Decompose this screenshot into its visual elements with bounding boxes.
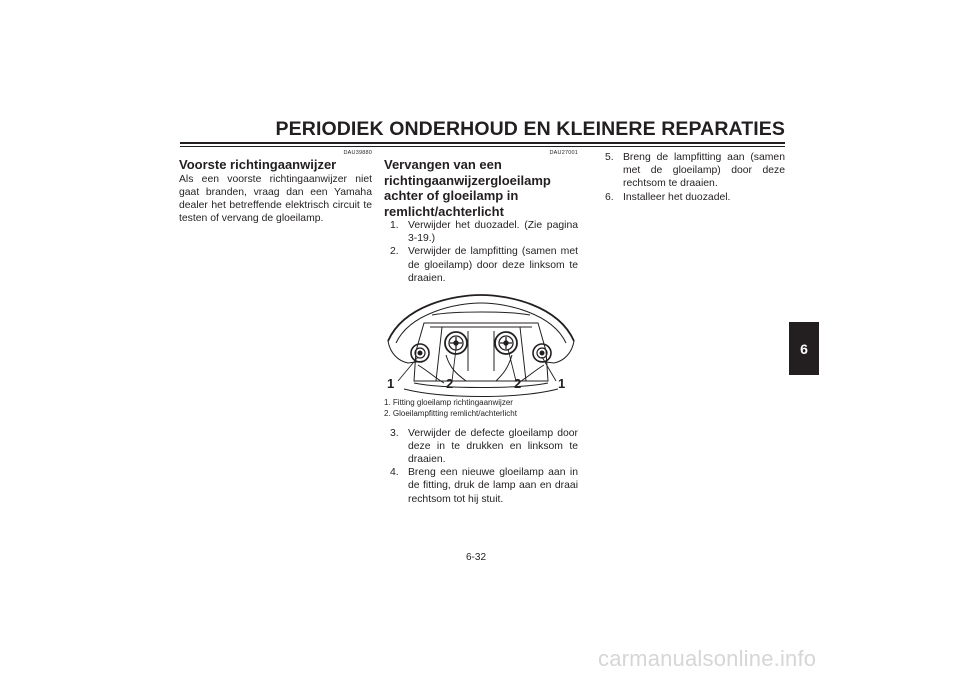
column-middle (384, 150, 578, 506)
section-body: Als een voorste richtingaanwijzer niet gaat branden, vraag dan een Yamaha dealer het betreffende elektrisch circuit te testen of vervang de gloeilamp. (179, 173, 372, 225)
header-rule-thin (180, 146, 785, 147)
step-text: Installeer het duozadel. (623, 191, 731, 203)
chapter-tab: 6 (789, 322, 819, 375)
step-number: 6. (605, 191, 614, 203)
figure-caption (384, 397, 578, 420)
step-number: 2. (390, 246, 399, 258)
callout-number: 2 (514, 376, 522, 392)
step-number: 3. (390, 427, 399, 439)
steps-list (384, 427, 578, 506)
steps-list (599, 151, 785, 204)
lamp-illustration-drawing (384, 291, 578, 397)
column-right (599, 151, 785, 204)
step-number: 5. (605, 152, 614, 163)
callout-number: 1 (558, 376, 566, 392)
lamp-illustration (384, 291, 578, 397)
section-code: DAU39880 (343, 150, 372, 156)
column-left (179, 150, 372, 225)
step-number: 1. (390, 220, 399, 231)
step-text: Verwijder de defecte gloeilamp door deze in te drukken en linksom te draaien. (408, 427, 578, 466)
step-text: Breng de lampfitting aan (samen met de gloeilamp) door deze rechtsom te draaien. (623, 152, 785, 190)
section-code: DAU27001 (549, 150, 578, 156)
step-number: 4. (390, 467, 399, 479)
list-item (599, 151, 785, 191)
list-item (384, 219, 578, 245)
caption-line: 1. Fitting gloeilamp richtingaanwijzer (384, 398, 513, 408)
callout-number: 2 (446, 376, 454, 392)
watermark: carmanualsonline.info (598, 646, 817, 671)
header-rule (180, 142, 785, 144)
list-item (384, 427, 578, 467)
list-item (384, 466, 578, 506)
section-title: Voorste richtingaanwijzer (179, 157, 337, 172)
caption-line: 2. Gloeilampfitting remlicht/achterlicht (384, 409, 517, 419)
callout-number: 1 (387, 376, 395, 392)
step-text: Verwijder de lampfitting (samen met de gloeilamp) door deze linksom te draaien. (408, 246, 578, 284)
step-text: Breng een nieuwe gloeilamp aan in de fitting, druk de lamp aan en draai rechtsom tot hij stuit. (408, 467, 578, 505)
steps-list (384, 219, 578, 285)
list-item (384, 245, 578, 285)
page-number: 6-32 (466, 552, 487, 563)
list-item (599, 191, 785, 204)
page-title: PERIODIEK ONDERHOUD EN KLEINERE REPARATIES (275, 118, 785, 140)
section-title: Vervangen van een richtingaanwijzergloeilamp achter of gloeilamp in remlicht/achterlicht (384, 157, 551, 219)
step-text: Verwijder het duozadel. (Zie pagina 3-19.) (408, 220, 578, 245)
